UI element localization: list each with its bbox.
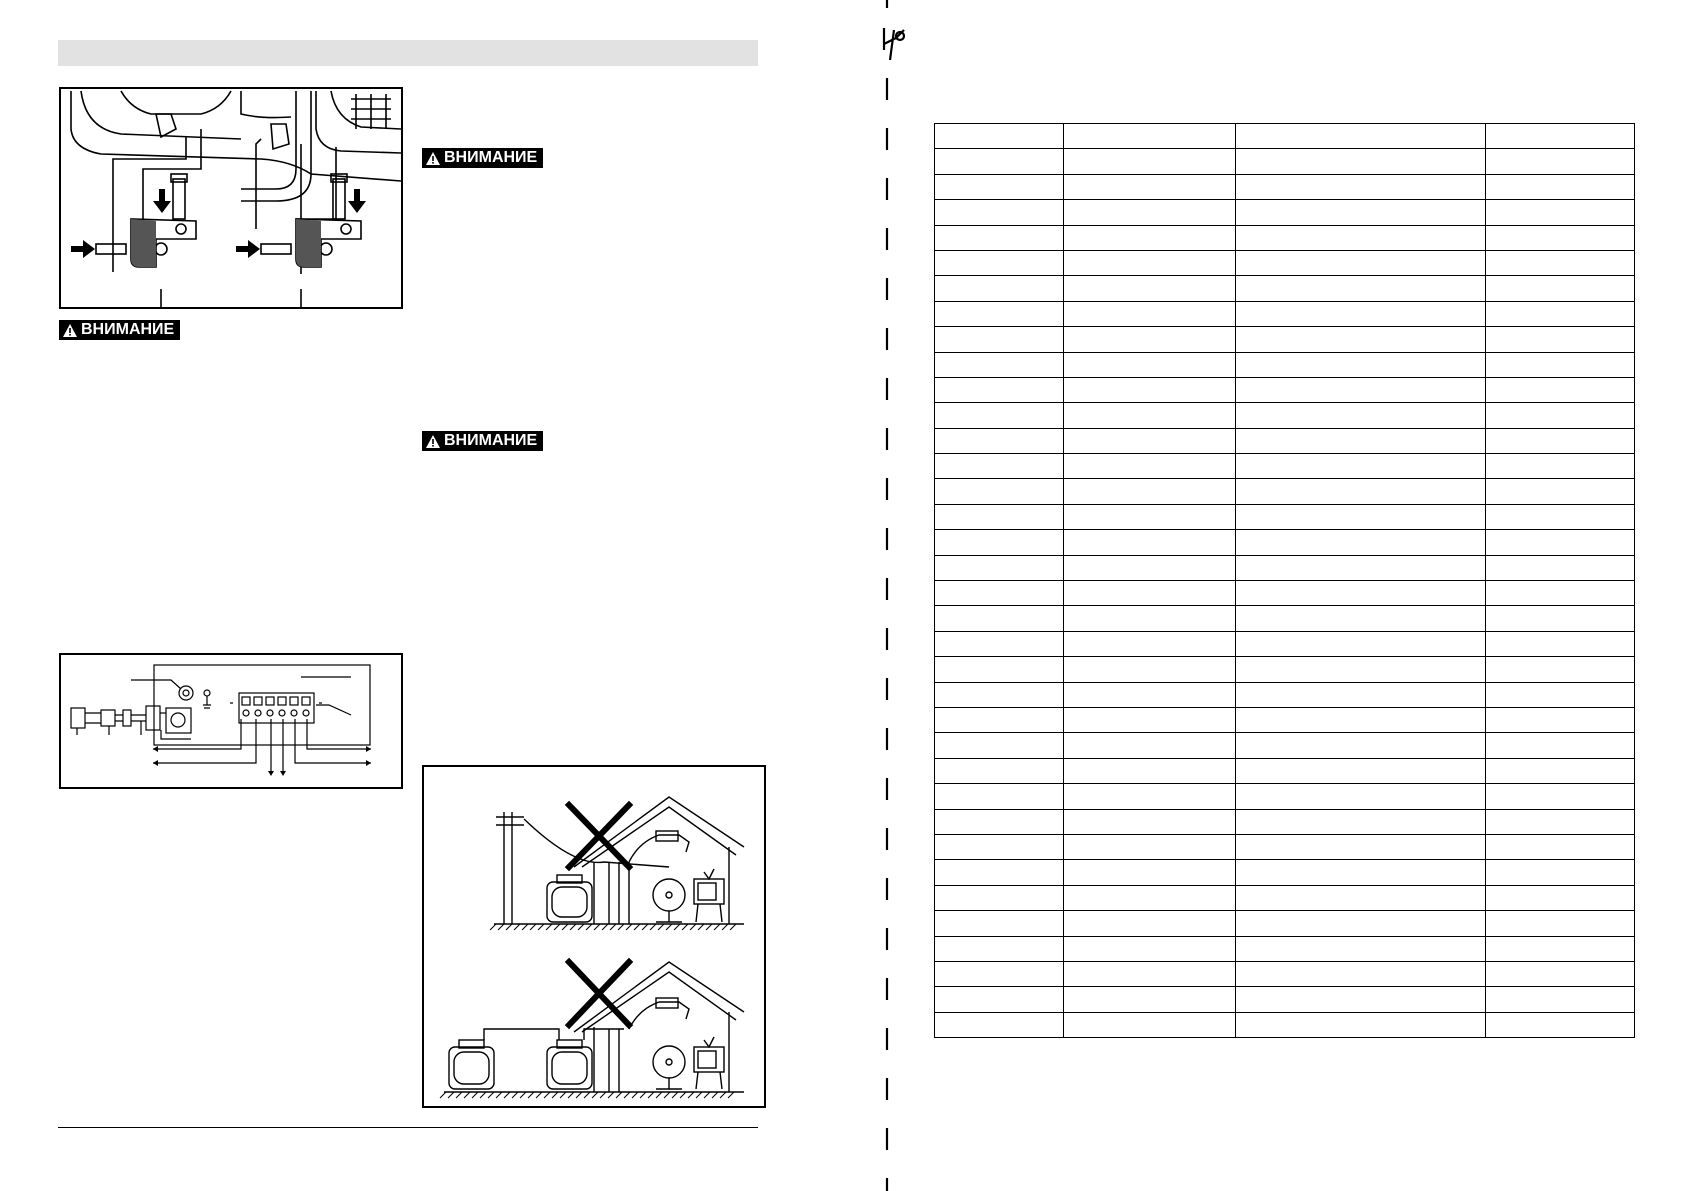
table-cell: [1486, 403, 1635, 428]
table-row: [935, 606, 1635, 631]
table-cell: [1064, 606, 1236, 631]
warning-triangle-icon: [426, 152, 440, 165]
table-row: [935, 555, 1635, 580]
table-cell: [935, 885, 1064, 910]
table-cell: [1064, 479, 1236, 504]
table-cell: [1486, 784, 1635, 809]
table-cell: [1064, 149, 1236, 174]
table-cell: [1236, 834, 1486, 859]
table-cell: [935, 225, 1064, 250]
table-cell: [1236, 403, 1486, 428]
table-row: [935, 200, 1635, 225]
page-bottom-rule: [58, 1127, 758, 1128]
table-cell: [935, 987, 1064, 1012]
table-row: [935, 631, 1635, 656]
table-cell: [1236, 987, 1486, 1012]
table-cell: [935, 200, 1064, 225]
table-cell: [1064, 809, 1236, 834]
table-cell: [935, 911, 1064, 936]
table-cell: [1486, 1012, 1635, 1037]
table-cell: [1236, 1012, 1486, 1037]
table-cell: [935, 834, 1064, 859]
warning-label: ВНИМАНИЕ: [444, 149, 538, 166]
table-row: [935, 809, 1635, 834]
table-cell: [1486, 352, 1635, 377]
table-cell: [1236, 276, 1486, 301]
table-cell: [1064, 276, 1236, 301]
service-record-table-body: [935, 124, 1635, 1038]
table-cell: [935, 860, 1064, 885]
table-cell: [935, 784, 1064, 809]
table-row: [935, 911, 1635, 936]
table-cell: [1486, 250, 1635, 275]
table-cell: [1064, 428, 1236, 453]
table-cell: [1486, 606, 1635, 631]
table-cell: [935, 428, 1064, 453]
table-cell: [1236, 504, 1486, 529]
table-cell: [1236, 860, 1486, 885]
table-cell: [1486, 428, 1635, 453]
table-row: [935, 657, 1635, 682]
wiring-diagram-illustration: [61, 655, 401, 787]
prohibited-connection-illustration: [424, 767, 764, 1106]
table-row: [935, 682, 1635, 707]
table-cell: [935, 758, 1064, 783]
table-cell: [1064, 124, 1236, 149]
table-cell: [1486, 936, 1635, 961]
table-cell: [1064, 657, 1236, 682]
cut-line: [870, 0, 930, 1191]
mounting-brackets-figure: [59, 87, 403, 309]
table-cell: [1236, 581, 1486, 606]
warning-label: ВНИМАНИЕ: [81, 321, 175, 338]
prohibited-x-icon: [569, 805, 629, 1025]
table-cell: [1236, 784, 1486, 809]
table-cell: [1064, 504, 1236, 529]
table-row: [935, 758, 1635, 783]
table-cell: [935, 479, 1064, 504]
warning-triangle-icon: [426, 435, 440, 448]
table-row: [935, 301, 1635, 326]
table-row: [935, 530, 1635, 555]
table-cell: [935, 809, 1064, 834]
table-row: [935, 352, 1635, 377]
table-cell: [1486, 707, 1635, 732]
table-cell: [1236, 250, 1486, 275]
table-row: [935, 1012, 1635, 1037]
table-cell: [1486, 124, 1635, 149]
table-cell: [935, 606, 1064, 631]
table-cell: [1486, 733, 1635, 758]
table-cell: [1236, 124, 1486, 149]
service-record-table: [934, 123, 1635, 1038]
table-row: [935, 936, 1635, 961]
table-cell: [1236, 174, 1486, 199]
warning-badge-right-top: [422, 148, 543, 168]
table-cell: [935, 961, 1064, 986]
table-cell: [1064, 377, 1236, 402]
table-cell: [1064, 250, 1236, 275]
table-cell: [1064, 885, 1236, 910]
table-cell: [1064, 784, 1236, 809]
table-cell: [935, 1012, 1064, 1037]
table-cell: [935, 581, 1064, 606]
table-cell: [935, 149, 1064, 174]
table-cell: [935, 555, 1064, 580]
table-cell: [1064, 682, 1236, 707]
table-row: [935, 479, 1635, 504]
table-cell: [1064, 631, 1236, 656]
table-cell: [1064, 352, 1236, 377]
table-cell: [1236, 682, 1486, 707]
table-cell: [935, 657, 1064, 682]
table-cell: [1064, 707, 1236, 732]
table-cell: [1486, 911, 1635, 936]
table-cell: [1064, 860, 1236, 885]
table-cell: [1064, 987, 1236, 1012]
table-cell: [1064, 454, 1236, 479]
table-cell: [1486, 809, 1635, 834]
table-cell: [935, 124, 1064, 149]
warning-badge-right-mid: [422, 431, 543, 451]
table-cell: [1486, 530, 1635, 555]
table-cell: [1486, 504, 1635, 529]
table-row: [935, 784, 1635, 809]
table-cell: [1486, 454, 1635, 479]
bracket-mounting-illustration: [61, 89, 401, 307]
table-cell: [1236, 733, 1486, 758]
table-cell: [1064, 758, 1236, 783]
table-row: [935, 581, 1635, 606]
table-cell: [1486, 200, 1635, 225]
table-cell: [935, 454, 1064, 479]
table-cell: [1064, 936, 1236, 961]
table-cell: [1486, 555, 1635, 580]
table-cell: [1486, 479, 1635, 504]
table-row: [935, 403, 1635, 428]
table-cell: [1236, 377, 1486, 402]
prohibited-connections-figure: [422, 765, 766, 1108]
table-cell: [1486, 987, 1635, 1012]
table-cell: [1486, 377, 1635, 402]
table-row: [935, 707, 1635, 732]
table-cell: [935, 504, 1064, 529]
table-cell: [1236, 225, 1486, 250]
warning-badge-left: [59, 320, 180, 340]
warning-label: ВНИМАНИЕ: [444, 432, 538, 449]
table-cell: [1486, 657, 1635, 682]
table-cell: [1236, 885, 1486, 910]
table-cell: [1064, 301, 1236, 326]
table-row: [935, 504, 1635, 529]
table-cell: [1486, 860, 1635, 885]
table-cell: [1064, 834, 1236, 859]
table-cell: [1486, 758, 1635, 783]
table-cell: [935, 250, 1064, 275]
table-cell: [1236, 809, 1486, 834]
table-cell: [935, 403, 1064, 428]
table-cell: [935, 530, 1064, 555]
table-cell: [1064, 581, 1236, 606]
table-row: [935, 733, 1635, 758]
table-cell: [1236, 479, 1486, 504]
table-cell: [935, 682, 1064, 707]
table-cell: [1486, 149, 1635, 174]
table-cell: [1236, 352, 1486, 377]
table-cell: [1486, 327, 1635, 352]
table-cell: [1064, 225, 1236, 250]
table-cell: [1486, 885, 1635, 910]
table-cell: [1236, 961, 1486, 986]
table-row: [935, 124, 1635, 149]
table-cell: [935, 707, 1064, 732]
table-cell: [1486, 225, 1635, 250]
table-row: [935, 250, 1635, 275]
table-row: [935, 377, 1635, 402]
table-row: [935, 276, 1635, 301]
table-cell: [1236, 707, 1486, 732]
scissors-icon: [884, 28, 904, 60]
table-row: [935, 149, 1635, 174]
table-cell: [1236, 936, 1486, 961]
table-cell: [1064, 1012, 1236, 1037]
table-cell: [1236, 301, 1486, 326]
table-cell: [1064, 911, 1236, 936]
table-cell: [1486, 301, 1635, 326]
table-cell: [935, 377, 1064, 402]
table-row: [935, 987, 1635, 1012]
table-cell: [1236, 454, 1486, 479]
table-cell: [1236, 631, 1486, 656]
table-row: [935, 454, 1635, 479]
table-cell: [935, 174, 1064, 199]
table-cell: [1064, 733, 1236, 758]
table-cell: [935, 276, 1064, 301]
table-cell: [1486, 276, 1635, 301]
table-cell: [1486, 834, 1635, 859]
table-cell: [1064, 174, 1236, 199]
table-cell: [1236, 149, 1486, 174]
table-cell: [1486, 174, 1635, 199]
table-row: [935, 225, 1635, 250]
table-cell: [1486, 961, 1635, 986]
table-cell: [1236, 606, 1486, 631]
table-row: [935, 860, 1635, 885]
table-cell: [935, 301, 1064, 326]
table-cell: [1064, 200, 1236, 225]
table-cell: [1486, 631, 1635, 656]
table-cell: [1236, 911, 1486, 936]
table-cell: [1236, 555, 1486, 580]
table-cell: [1236, 657, 1486, 682]
control-panel-wiring-figure: [59, 653, 403, 789]
table-row: [935, 834, 1635, 859]
table-row: [935, 961, 1635, 986]
table-row: [935, 428, 1635, 453]
table-cell: [1064, 530, 1236, 555]
table-cell: [1064, 327, 1236, 352]
table-cell: [1236, 327, 1486, 352]
table-cell: [1236, 758, 1486, 783]
warning-triangle-icon: [63, 324, 77, 337]
table-cell: [935, 327, 1064, 352]
table-cell: [1064, 961, 1236, 986]
table-cell: [1236, 530, 1486, 555]
table-cell: [1064, 403, 1236, 428]
table-row: [935, 174, 1635, 199]
table-row: [935, 327, 1635, 352]
table-cell: [1236, 428, 1486, 453]
table-row: [935, 885, 1635, 910]
table-cell: [1486, 581, 1635, 606]
table-cell: [1236, 200, 1486, 225]
table-cell: [935, 936, 1064, 961]
table-cell: [935, 352, 1064, 377]
table-cell: [935, 631, 1064, 656]
table-cell: [1064, 555, 1236, 580]
section-header-bar: [58, 40, 758, 66]
table-cell: [935, 733, 1064, 758]
table-cell: [1486, 682, 1635, 707]
